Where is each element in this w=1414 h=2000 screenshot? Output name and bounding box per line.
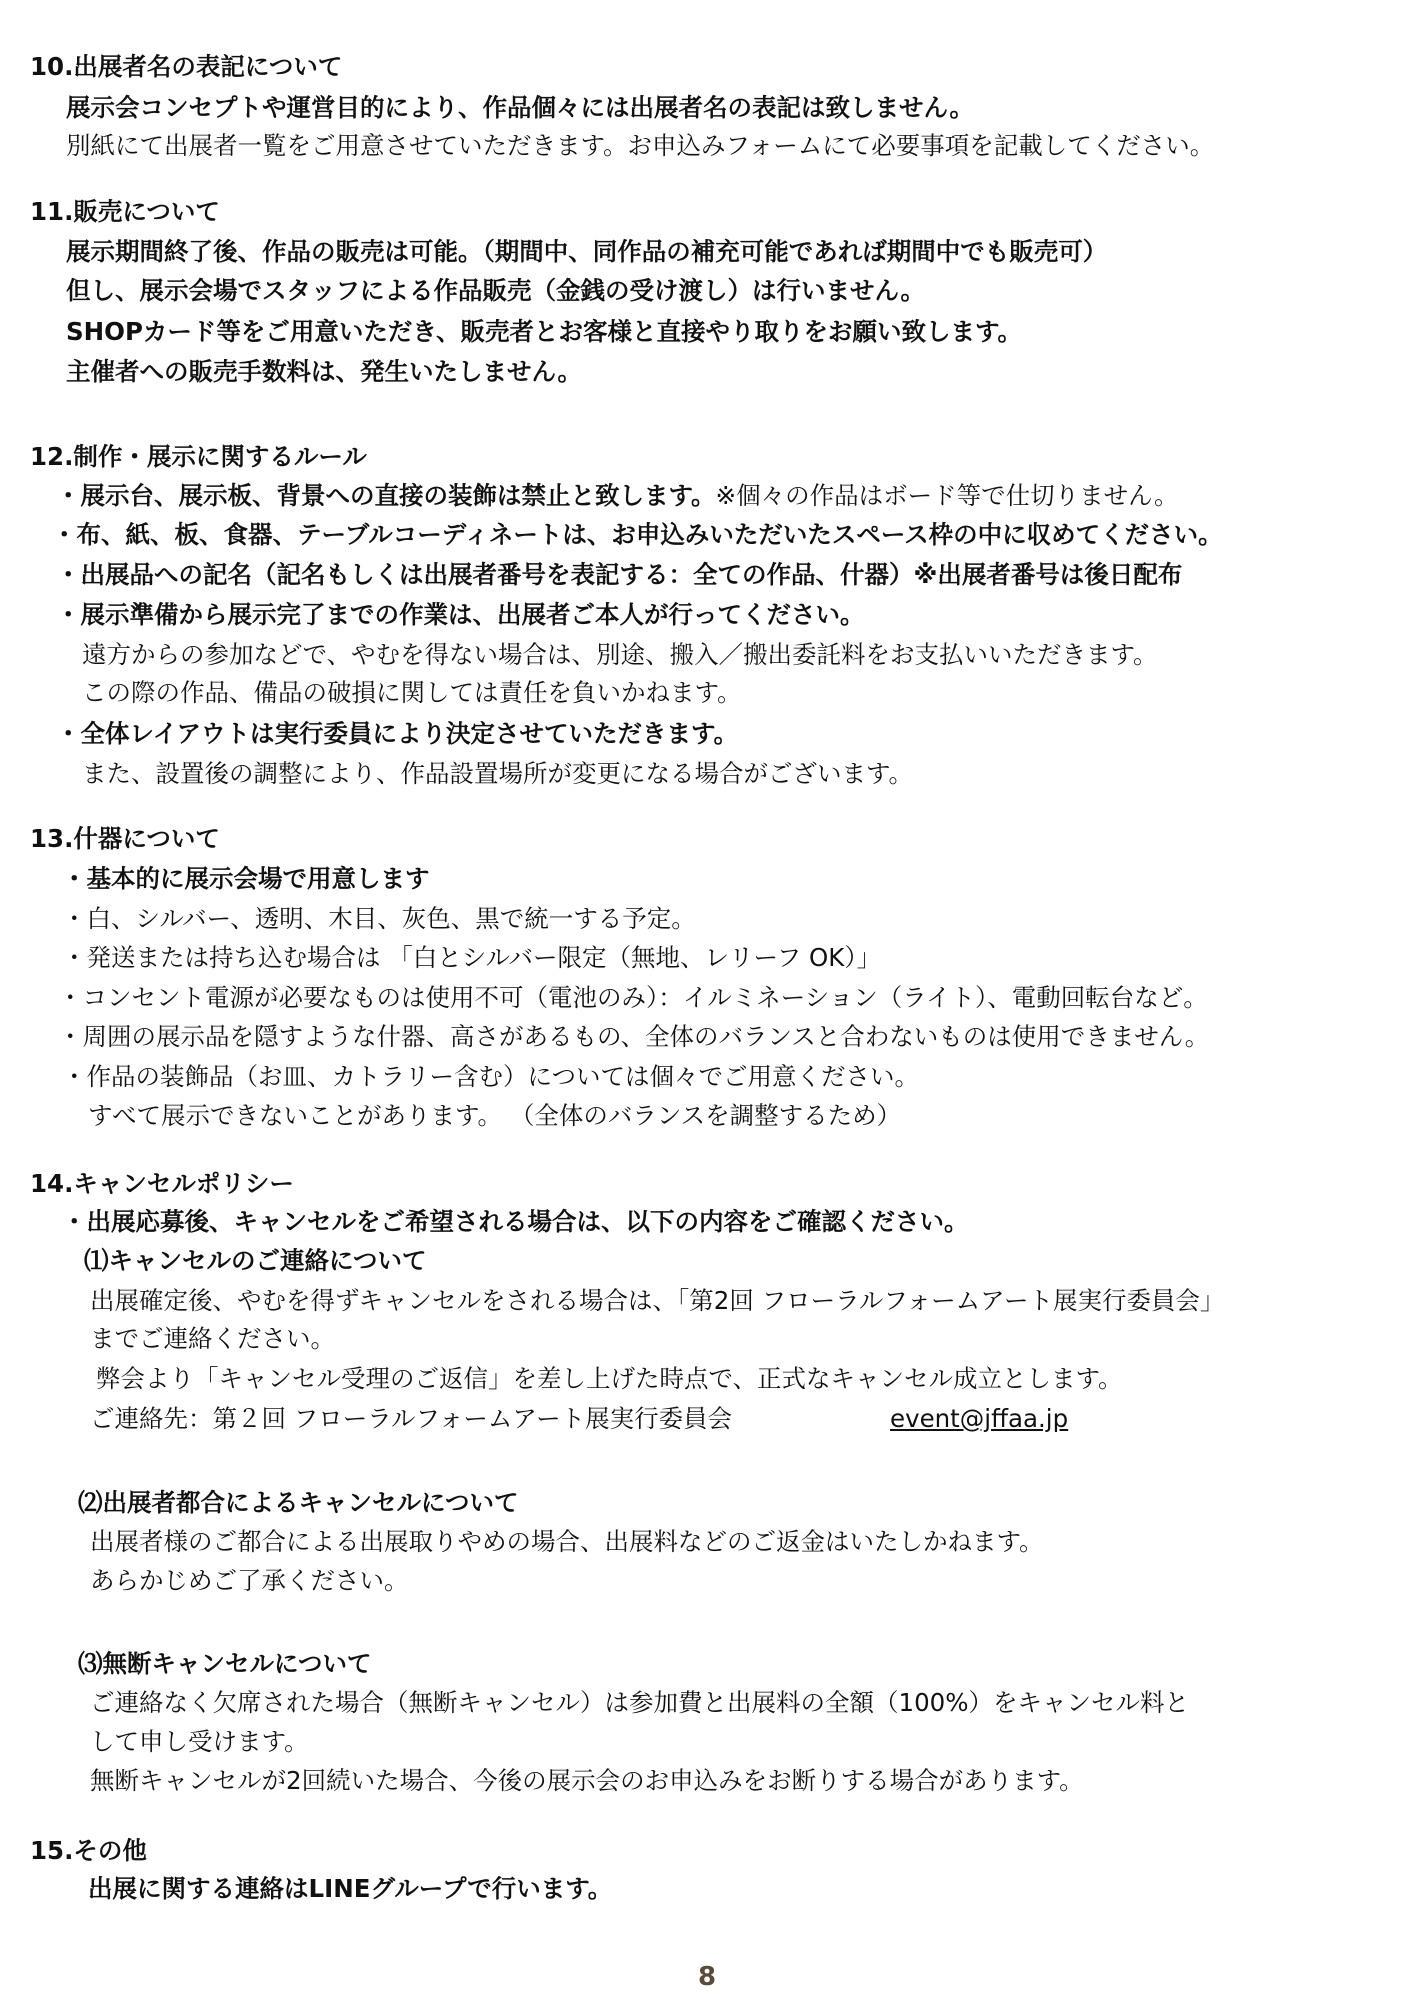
page-number: 8 [697,1962,717,1992]
section-13-line-1: ・基本的に展示会場で用意します [62,864,430,893]
cancel-contact-line-1: 出展確定後、やむを得ずキャンセルをされる場合は、「第2回 フローラルフォームアート展実行委員会」 [90,1286,1225,1315]
section-11-line-4: 主催者への販売手数料は、発生いたしません。 [66,357,582,386]
section-11-line-3: SHOPカード等をご用意いただき、販売者とお客様と直接やり取りをお願い致します。 [66,317,1022,346]
section-10-line-1: 展示会コンセプトや運営目的により、作品個々には出展者名の表記は致しません。 [66,93,974,122]
section-12-heading: 12.制作・展示に関するルール [30,442,367,471]
section-12-line-1-note: ※個々の作品はボード等で仕切りません。 [715,481,1179,510]
cancel-contact-address: ご連絡先：第２回 フローラルフォームアート展実行委員会 [90,1404,733,1433]
section-10-heading: 10.出展者名の表記について [30,52,343,81]
section-13-line-6: ・作品の装飾品（お皿、カトラリー含む）については個々でご用意ください。 [62,1062,920,1091]
section-12-line-6: この際の作品、備品の破損に関しては責任を負いかねます。 [82,678,742,707]
section-11-heading: 11.販売について [30,197,220,226]
section-12-line-2: ・布、紙、板、食器、テーブルコーディネートは、お申込みいただいたスペース枠の中に収めてください。 [52,520,1223,549]
section-12-line-1 [56,477,1179,515]
section-12-line-4: ・展示準備から展示完了までの作業は、出展者ご本人が行ってください。 [56,600,865,629]
no-show-line-3: 無断キャンセルが2回続いた場合、今後の展示会のお申込みをお断りする場合があります。 [90,1766,1084,1795]
section-13-line-3: ・発送または持ち込む場合は 「白とシルバー限定（無地、レリーフ OK）」 [62,943,882,972]
section-12-line-3: ・出展品への記名（記名もしくは出展者番号を表記する：全ての作品、什器）※出展者番号は後日配布 [56,560,1183,589]
section-11-line-2: 但し、展示会場でスタッフによる作品販売（金銭の受け渡し）は行いません。 [66,276,925,305]
cancel-contact-line-2: までご連絡ください。 [90,1324,335,1353]
section-15-heading: 15.その他 [30,1836,147,1865]
section-12-line-8: また、設置後の調整により、作品設置場所が変更になる場合がございます。 [82,759,914,788]
no-show-line-2: して申し受けます。 [90,1727,309,1756]
cancel-contact-line-3: 弊会より「キャンセル受理のご返信」を差し上げた時点で、正式なキャンセル成立とします。 [96,1364,1123,1393]
section-13-line-7: すべて展示できないことがあります。 （全体のバランスを調整するため） [88,1101,902,1130]
section-12-line-1-bold: ・展示台、展示板、背景への直接の装飾は禁止と致します。 [56,481,716,510]
section-15-line-1: 出展に関する連絡はLINEグループで行います。 [88,1874,613,1903]
section-13-line-4: ・コンセント電源が必要なものは使用不可（電池のみ）：イルミネーション（ライト）、電動回転台など。 [58,983,1208,1012]
cancel-exhibitor-line-2: あらかじめご了承ください。 [90,1566,409,1595]
section-12-line-5: 遠方からの参加などで、やむを得ない場合は、別途、搬入／搬出委託料をお支払いいただきます。 [82,640,1158,669]
cancel-exhibitor-title: ⑵出展者都合によるキャンセルについて [78,1488,519,1517]
contact-email-link[interactable]: event@jffaa.jp [890,1404,1069,1433]
section-13-heading: 13.什器について [30,824,220,853]
no-show-line-1: ご連絡なく欠席された場合（無断キャンセル）は参加費と出展料の全額（100%）をキャンセル料と [90,1688,1190,1717]
section-11-line-1: 展示期間終了後、作品の販売は可能。（期間中、同作品の補充可能であれば期間中でも販売可） [66,237,1108,266]
cancel-contact-title: ⑴キャンセルのご連絡について [84,1246,427,1275]
section-10-line-2: 別紙にて出展者一覧をご用意させていただきます。お申込みフォームにて必要事項を記載してください。 [66,131,1215,160]
no-show-title: ⑶無断キャンセルについて [78,1649,372,1678]
section-14-heading: 14.キャンセルポリシー [30,1169,294,1198]
cancel-exhibitor-line-1: 出展者様のご都合による出展取りやめの場合、出展料などのご返金はいたしかねます。 [90,1527,1044,1556]
section-13-line-5: ・周囲の展示品を隠すような什器、高さがあるもの、全体のバランスと合わないものは使用できません。 [58,1022,1210,1051]
section-13-line-2: ・白、シルバー、透明、木目、灰色、黒で統一する予定。 [62,904,696,933]
section-14-intro: ・出展応募後、キャンセルをご希望される場合は、以下の内容をご確認ください。 [62,1207,969,1236]
section-12-line-7: ・全体レイアウトは実行委員により決定させていただきます。 [56,719,739,748]
